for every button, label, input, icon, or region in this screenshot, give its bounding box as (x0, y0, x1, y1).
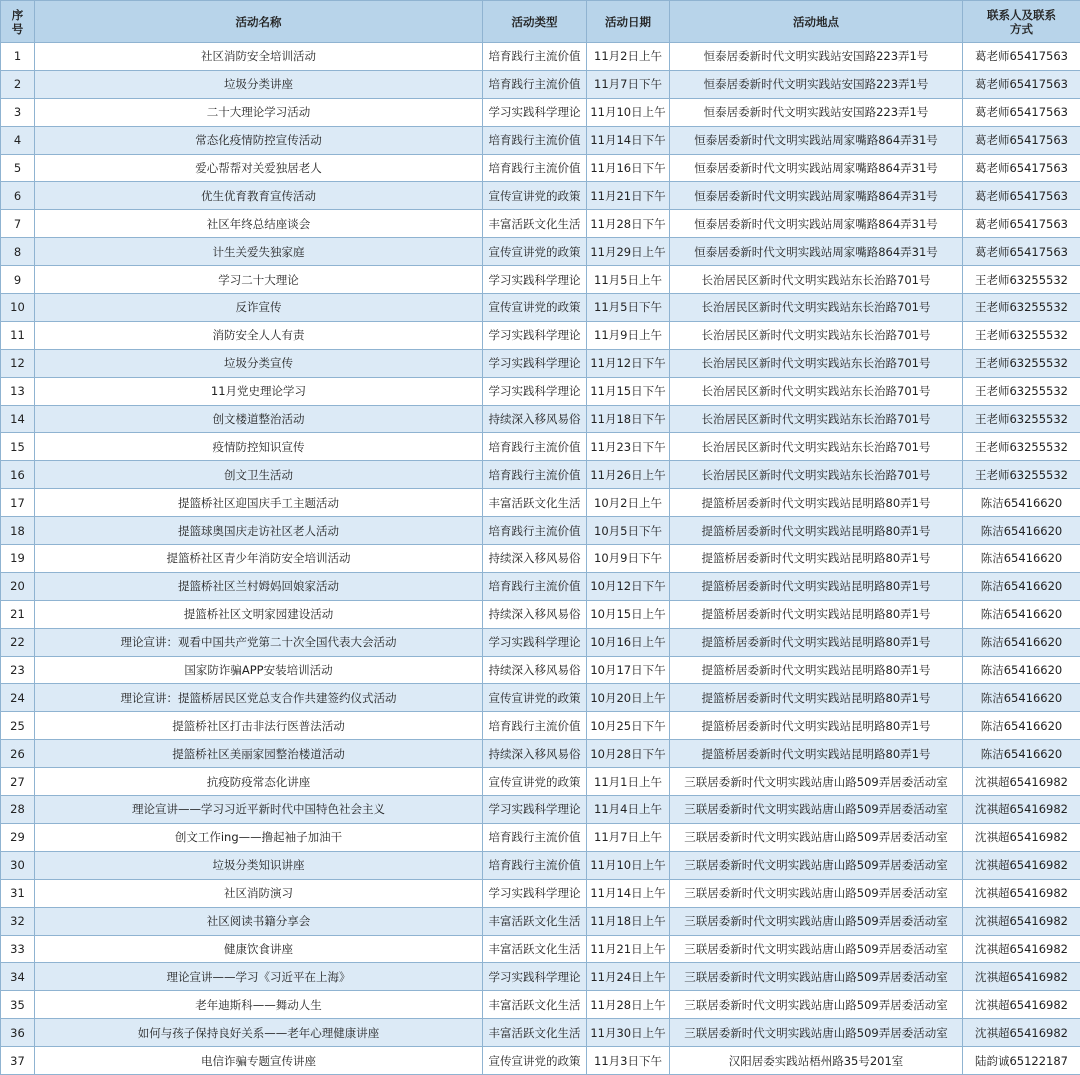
cell-seq: 23 (1, 656, 35, 684)
cell-activity-name: 提篮桥社区青少年消防安全培训活动 (35, 545, 483, 573)
table-row (1, 768, 1080, 796)
header-activity-location: 活动地点 (670, 1, 963, 43)
cell-activity-location: 三联居委新时代文明实践站唐山路509弄居委活动室 (670, 963, 963, 991)
cell-activity-location: 提篮桥居委新时代文明实践站昆明路80弄1号 (670, 712, 963, 740)
cell-contact: 陈洁65416620 (963, 684, 1080, 712)
cell-activity-type: 宣传宣讲党的政策 (483, 182, 587, 210)
cell-activity-type: 持续深入移风易俗 (483, 600, 587, 628)
cell-seq: 14 (1, 405, 35, 433)
table-row (1, 907, 1080, 935)
cell-activity-name: 常态化疫情防控宣传活动 (35, 126, 483, 154)
cell-activity-name: 国家防诈骗APP安装培训活动 (35, 656, 483, 684)
cell-activity-name: 11月党史理论学习 (35, 377, 483, 405)
header-activity-type: 活动类型 (483, 1, 587, 43)
cell-activity-location: 提篮桥居委新时代文明实践站昆明路80弄1号 (670, 656, 963, 684)
cell-contact: 陈洁65416620 (963, 545, 1080, 573)
table-row (1, 935, 1080, 963)
cell-seq: 34 (1, 963, 35, 991)
cell-activity-name: 抗疫防疫常态化讲座 (35, 768, 483, 796)
cell-seq: 25 (1, 712, 35, 740)
table-row (1, 98, 1080, 126)
cell-activity-date: 11月16日下午 (587, 154, 670, 182)
cell-activity-type: 丰富活跃文化生活 (483, 991, 587, 1019)
cell-activity-location: 提篮桥居委新时代文明实践站昆明路80弄1号 (670, 572, 963, 600)
cell-activity-location: 恒泰居委新时代文明实践站安国路223弄1号 (670, 98, 963, 126)
cell-activity-date: 10月5日下午 (587, 517, 670, 545)
cell-activity-date: 11月10日上午 (587, 98, 670, 126)
cell-contact: 沈祺超65416982 (963, 851, 1080, 879)
cell-activity-name: 优生优育教育宣传活动 (35, 182, 483, 210)
cell-contact: 葛老师65417563 (963, 126, 1080, 154)
cell-activity-date: 11月24日上午 (587, 963, 670, 991)
cell-activity-type: 学习实践科学理论 (483, 266, 587, 294)
cell-activity-date: 11月26日上午 (587, 461, 670, 489)
cell-activity-type: 培育践行主流价值 (483, 461, 587, 489)
table-row (1, 377, 1080, 405)
cell-contact: 沈祺超65416982 (963, 963, 1080, 991)
cell-activity-name: 计生关爱失独家庭 (35, 238, 483, 266)
cell-activity-location: 恒泰居委新时代文明实践站安国路223弄1号 (670, 70, 963, 98)
cell-contact: 沈祺超65416982 (963, 796, 1080, 824)
cell-activity-location: 长治居民区新时代文明实践站东长治路701号 (670, 433, 963, 461)
cell-activity-date: 11月14日上午 (587, 879, 670, 907)
cell-seq: 21 (1, 600, 35, 628)
cell-activity-location: 恒泰居委新时代文明实践站安国路223弄1号 (670, 43, 963, 71)
cell-activity-type: 丰富活跃文化生活 (483, 489, 587, 517)
cell-contact: 陈洁65416620 (963, 712, 1080, 740)
cell-activity-date: 11月14日下午 (587, 126, 670, 154)
cell-seq: 12 (1, 349, 35, 377)
cell-seq: 36 (1, 1019, 35, 1047)
cell-seq: 13 (1, 377, 35, 405)
cell-activity-type: 培育践行主流价值 (483, 433, 587, 461)
cell-activity-location: 三联居委新时代文明实践站唐山路509弄居委活动室 (670, 907, 963, 935)
table-row (1, 991, 1080, 1019)
cell-seq: 8 (1, 238, 35, 266)
cell-activity-type: 丰富活跃文化生活 (483, 1019, 587, 1047)
cell-seq: 9 (1, 266, 35, 294)
cell-activity-date: 11月1日上午 (587, 768, 670, 796)
cell-contact: 沈祺超65416982 (963, 879, 1080, 907)
cell-activity-location: 三联居委新时代文明实践站唐山路509弄居委活动室 (670, 1019, 963, 1047)
cell-contact: 葛老师65417563 (963, 182, 1080, 210)
cell-activity-type: 宣传宣讲党的政策 (483, 294, 587, 322)
table-row (1, 1019, 1080, 1047)
table-row (1, 851, 1080, 879)
cell-activity-name: 电信诈骗专题宣传讲座 (35, 1047, 483, 1075)
cell-contact: 王老师63255532 (963, 321, 1080, 349)
cell-activity-name: 提篮桥社区文明家园建设活动 (35, 600, 483, 628)
cell-activity-name: 如何与孩子保持良好关系——老年心理健康讲座 (35, 1019, 483, 1047)
table-row (1, 879, 1080, 907)
cell-activity-type: 培育践行主流价值 (483, 126, 587, 154)
cell-contact: 沈祺超65416982 (963, 823, 1080, 851)
table-row (1, 238, 1080, 266)
cell-contact: 王老师63255532 (963, 433, 1080, 461)
cell-activity-location: 三联居委新时代文明实践站唐山路509弄居委活动室 (670, 991, 963, 1019)
cell-contact: 葛老师65417563 (963, 210, 1080, 238)
cell-activity-location: 长治居民区新时代文明实践站东长治路701号 (670, 377, 963, 405)
table-row (1, 43, 1080, 71)
cell-seq: 37 (1, 1047, 35, 1075)
cell-activity-name: 创文工作ing——撸起袖子加油干 (35, 823, 483, 851)
cell-seq: 26 (1, 740, 35, 768)
table-row (1, 600, 1080, 628)
cell-seq: 10 (1, 294, 35, 322)
cell-activity-date: 10月17日下午 (587, 656, 670, 684)
cell-seq: 33 (1, 935, 35, 963)
cell-activity-name: 社区年终总结座谈会 (35, 210, 483, 238)
cell-contact: 王老师63255532 (963, 405, 1080, 433)
cell-activity-date: 11月9日上午 (587, 321, 670, 349)
cell-activity-date: 11月21日下午 (587, 182, 670, 210)
cell-contact: 陈洁65416620 (963, 489, 1080, 517)
cell-contact: 王老师63255532 (963, 266, 1080, 294)
cell-seq: 29 (1, 823, 35, 851)
table-header (1, 1, 1080, 43)
cell-activity-date: 10月15日上午 (587, 600, 670, 628)
cell-contact: 葛老师65417563 (963, 238, 1080, 266)
header-contact: 联系人及联系方式 (963, 1, 1080, 43)
cell-activity-location: 恒泰居委新时代文明实践站周家嘴路864弄31号 (670, 238, 963, 266)
cell-activity-name: 理论宣讲：提篮桥居民区党总支合作共建签约仪式活动 (35, 684, 483, 712)
cell-activity-location: 三联居委新时代文明实践站唐山路509弄居委活动室 (670, 935, 963, 963)
cell-activity-location: 长治居民区新时代文明实践站东长治路701号 (670, 294, 963, 322)
cell-seq: 16 (1, 461, 35, 489)
cell-activity-location: 长治居民区新时代文明实践站东长治路701号 (670, 266, 963, 294)
table-row (1, 461, 1080, 489)
cell-activity-date: 10月12日下午 (587, 572, 670, 600)
cell-contact: 王老师63255532 (963, 294, 1080, 322)
cell-activity-date: 10月20日上午 (587, 684, 670, 712)
cell-activity-date: 11月29日上午 (587, 238, 670, 266)
cell-activity-type: 学习实践科学理论 (483, 377, 587, 405)
table-row (1, 684, 1080, 712)
cell-contact: 葛老师65417563 (963, 98, 1080, 126)
table-row (1, 321, 1080, 349)
cell-activity-date: 11月23日下午 (587, 433, 670, 461)
cell-seq: 31 (1, 879, 35, 907)
cell-activity-name: 提篮桥社区迎国庆手工主题活动 (35, 489, 483, 517)
cell-seq: 20 (1, 572, 35, 600)
cell-activity-type: 持续深入移风易俗 (483, 545, 587, 573)
cell-activity-location: 三联居委新时代文明实践站唐山路509弄居委活动室 (670, 823, 963, 851)
cell-activity-location: 提篮桥居委新时代文明实践站昆明路80弄1号 (670, 600, 963, 628)
cell-activity-name: 社区消防演习 (35, 879, 483, 907)
cell-contact: 陈洁65416620 (963, 656, 1080, 684)
cell-activity-date: 11月2日上午 (587, 43, 670, 71)
cell-activity-date: 10月25日下午 (587, 712, 670, 740)
cell-activity-name: 反诈宣传 (35, 294, 483, 322)
cell-activity-name: 提篮桥社区兰村姆妈回娘家活动 (35, 572, 483, 600)
cell-activity-date: 11月7日上午 (587, 823, 670, 851)
table-row (1, 126, 1080, 154)
cell-activity-date: 11月28日上午 (587, 991, 670, 1019)
cell-contact: 王老师63255532 (963, 349, 1080, 377)
cell-activity-date: 11月21日上午 (587, 935, 670, 963)
cell-contact: 陈洁65416620 (963, 600, 1080, 628)
cell-activity-type: 学习实践科学理论 (483, 879, 587, 907)
cell-activity-date: 11月3日下午 (587, 1047, 670, 1075)
table-row (1, 210, 1080, 238)
cell-seq: 5 (1, 154, 35, 182)
cell-seq: 18 (1, 517, 35, 545)
table-row (1, 294, 1080, 322)
table-row (1, 656, 1080, 684)
cell-activity-type: 持续深入移风易俗 (483, 656, 587, 684)
header-activity-date: 活动日期 (587, 1, 670, 43)
cell-contact: 陈洁65416620 (963, 628, 1080, 656)
cell-activity-type: 丰富活跃文化生活 (483, 210, 587, 238)
cell-activity-date: 11月15日下午 (587, 377, 670, 405)
cell-activity-name: 创文楼道整治活动 (35, 405, 483, 433)
cell-activity-location: 恒泰居委新时代文明实践站周家嘴路864弄31号 (670, 154, 963, 182)
cell-contact: 王老师63255532 (963, 461, 1080, 489)
cell-activity-location: 长治居民区新时代文明实践站东长治路701号 (670, 461, 963, 489)
cell-activity-location: 三联居委新时代文明实践站唐山路509弄居委活动室 (670, 851, 963, 879)
cell-activity-name: 垃圾分类宣传 (35, 349, 483, 377)
cell-activity-date: 11月18日下午 (587, 405, 670, 433)
cell-activity-name: 消防安全人人有责 (35, 321, 483, 349)
cell-activity-date: 11月12日下午 (587, 349, 670, 377)
cell-contact: 沈祺超65416982 (963, 1019, 1080, 1047)
cell-activity-name: 老年迪斯科——舞动人生 (35, 991, 483, 1019)
cell-activity-type: 学习实践科学理论 (483, 796, 587, 824)
cell-contact: 陈洁65416620 (963, 740, 1080, 768)
cell-seq: 27 (1, 768, 35, 796)
cell-activity-date: 10月28日下午 (587, 740, 670, 768)
table-row (1, 517, 1080, 545)
cell-activity-name: 垃圾分类知识讲座 (35, 851, 483, 879)
cell-activity-date: 11月10日上午 (587, 851, 670, 879)
cell-activity-location: 恒泰居委新时代文明实践站周家嘴路864弄31号 (670, 210, 963, 238)
cell-activity-date: 10月2日上午 (587, 489, 670, 517)
table-row (1, 712, 1080, 740)
cell-activity-type: 持续深入移风易俗 (483, 405, 587, 433)
cell-activity-name: 社区消防安全培训活动 (35, 43, 483, 71)
table-row (1, 1047, 1080, 1075)
cell-seq: 3 (1, 98, 35, 126)
cell-activity-type: 宣传宣讲党的政策 (483, 768, 587, 796)
cell-activity-location: 提篮桥居委新时代文明实践站昆明路80弄1号 (670, 517, 963, 545)
table-row (1, 266, 1080, 294)
table-row (1, 796, 1080, 824)
cell-seq: 22 (1, 628, 35, 656)
cell-activity-type: 宣传宣讲党的政策 (483, 1047, 587, 1075)
table-row (1, 489, 1080, 517)
table-row (1, 628, 1080, 656)
cell-activity-type: 培育践行主流价值 (483, 572, 587, 600)
header-activity-name: 活动名称 (35, 1, 483, 43)
cell-activity-location: 长治居民区新时代文明实践站东长治路701号 (670, 321, 963, 349)
cell-contact: 沈祺超65416982 (963, 935, 1080, 963)
cell-activity-type: 培育践行主流价值 (483, 154, 587, 182)
cell-seq: 30 (1, 851, 35, 879)
cell-contact: 陈洁65416620 (963, 572, 1080, 600)
cell-activity-name: 创文卫生活动 (35, 461, 483, 489)
cell-activity-location: 三联居委新时代文明实践站唐山路509弄居委活动室 (670, 768, 963, 796)
cell-activity-type: 持续深入移风易俗 (483, 740, 587, 768)
cell-activity-location: 恒泰居委新时代文明实践站周家嘴路864弄31号 (670, 182, 963, 210)
table-row (1, 70, 1080, 98)
cell-activity-name: 理论宣讲——学习《习近平在上海》 (35, 963, 483, 991)
table-row (1, 545, 1080, 573)
cell-activity-name: 二十大理论学习活动 (35, 98, 483, 126)
cell-contact: 陆韵诚65122187 (963, 1047, 1080, 1075)
cell-seq: 2 (1, 70, 35, 98)
cell-seq: 6 (1, 182, 35, 210)
cell-activity-date: 11月4日上午 (587, 796, 670, 824)
cell-contact: 沈祺超65416982 (963, 907, 1080, 935)
cell-seq: 15 (1, 433, 35, 461)
table-body (1, 43, 1080, 1075)
cell-seq: 24 (1, 684, 35, 712)
cell-activity-name: 垃圾分类讲座 (35, 70, 483, 98)
cell-activity-type: 培育践行主流价值 (483, 517, 587, 545)
cell-contact: 葛老师65417563 (963, 43, 1080, 71)
cell-seq: 32 (1, 907, 35, 935)
table-row (1, 823, 1080, 851)
cell-activity-location: 提篮桥居委新时代文明实践站昆明路80弄1号 (670, 684, 963, 712)
cell-activity-location: 提篮桥居委新时代文明实践站昆明路80弄1号 (670, 740, 963, 768)
cell-activity-type: 学习实践科学理论 (483, 349, 587, 377)
cell-seq: 1 (1, 43, 35, 71)
cell-seq: 11 (1, 321, 35, 349)
cell-activity-name: 提篮桥社区美丽家园整治楼道活动 (35, 740, 483, 768)
cell-contact: 沈祺超65416982 (963, 991, 1080, 1019)
cell-activity-date: 11月28日下午 (587, 210, 670, 238)
cell-activity-name: 理论宣讲：观看中国共产党第二十次全国代表大会活动 (35, 628, 483, 656)
cell-seq: 35 (1, 991, 35, 1019)
cell-seq: 7 (1, 210, 35, 238)
cell-activity-date: 11月30日上午 (587, 1019, 670, 1047)
cell-contact: 陈洁65416620 (963, 517, 1080, 545)
cell-activity-type: 学习实践科学理论 (483, 321, 587, 349)
cell-activity-name: 社区阅读书籍分享会 (35, 907, 483, 935)
cell-seq: 19 (1, 545, 35, 573)
cell-activity-location: 长治居民区新时代文明实践站东长治路701号 (670, 349, 963, 377)
cell-activity-type: 宣传宣讲党的政策 (483, 684, 587, 712)
cell-activity-type: 培育践行主流价值 (483, 712, 587, 740)
cell-activity-type: 宣传宣讲党的政策 (483, 238, 587, 266)
cell-activity-date: 10月9日下午 (587, 545, 670, 573)
cell-activity-name: 疫情防控知识宣传 (35, 433, 483, 461)
cell-seq: 28 (1, 796, 35, 824)
cell-activity-date: 10月16日上午 (587, 628, 670, 656)
cell-activity-type: 培育践行主流价值 (483, 851, 587, 879)
cell-activity-location: 长治居民区新时代文明实践站东长治路701号 (670, 405, 963, 433)
cell-activity-name: 健康饮食讲座 (35, 935, 483, 963)
cell-activity-location: 提篮桥居委新时代文明实践站昆明路80弄1号 (670, 489, 963, 517)
cell-activity-name: 学习二十大理论 (35, 266, 483, 294)
table-row (1, 349, 1080, 377)
table-row (1, 740, 1080, 768)
cell-activity-location: 三联居委新时代文明实践站唐山路509弄居委活动室 (670, 796, 963, 824)
cell-activity-type: 丰富活跃文化生活 (483, 907, 587, 935)
header-row (1, 1, 1080, 43)
cell-activity-location: 三联居委新时代文明实践站唐山路509弄居委活动室 (670, 879, 963, 907)
table-row (1, 572, 1080, 600)
cell-activity-location: 汉阳居委实践站梧州路35号201室 (670, 1047, 963, 1075)
cell-activity-date: 11月7日下午 (587, 70, 670, 98)
cell-contact: 葛老师65417563 (963, 70, 1080, 98)
table-row (1, 433, 1080, 461)
cell-activity-date: 11月5日下午 (587, 294, 670, 322)
table-row (1, 963, 1080, 991)
cell-activity-type: 学习实践科学理论 (483, 98, 587, 126)
cell-activity-type: 学习实践科学理论 (483, 628, 587, 656)
cell-activity-type: 学习实践科学理论 (483, 963, 587, 991)
cell-activity-location: 提篮桥居委新时代文明实践站昆明路80弄1号 (670, 628, 963, 656)
cell-activity-type: 培育践行主流价值 (483, 823, 587, 851)
cell-activity-type: 培育践行主流价值 (483, 43, 587, 71)
cell-contact: 沈祺超65416982 (963, 768, 1080, 796)
cell-activity-name: 提篮球奥国庆走访社区老人活动 (35, 517, 483, 545)
cell-activity-location: 提篮桥居委新时代文明实践站昆明路80弄1号 (670, 545, 963, 573)
cell-contact: 王老师63255532 (963, 377, 1080, 405)
header-seq: 序号 (1, 1, 35, 43)
cell-activity-date: 11月5日上午 (587, 266, 670, 294)
cell-seq: 4 (1, 126, 35, 154)
cell-seq: 17 (1, 489, 35, 517)
table-row (1, 405, 1080, 433)
cell-activity-name: 提篮桥社区打击非法行医普法活动 (35, 712, 483, 740)
cell-activity-location: 恒泰居委新时代文明实践站周家嘴路864弄31号 (670, 126, 963, 154)
cell-activity-name: 理论宣讲——学习习近平新时代中国特色社会主义 (35, 796, 483, 824)
table-row (1, 154, 1080, 182)
cell-activity-date: 11月18日上午 (587, 907, 670, 935)
cell-activity-type: 丰富活跃文化生活 (483, 935, 587, 963)
table-row (1, 182, 1080, 210)
cell-activity-type: 培育践行主流价值 (483, 70, 587, 98)
cell-contact: 葛老师65417563 (963, 154, 1080, 182)
cell-activity-name: 爱心帮帮对关爱独居老人 (35, 154, 483, 182)
